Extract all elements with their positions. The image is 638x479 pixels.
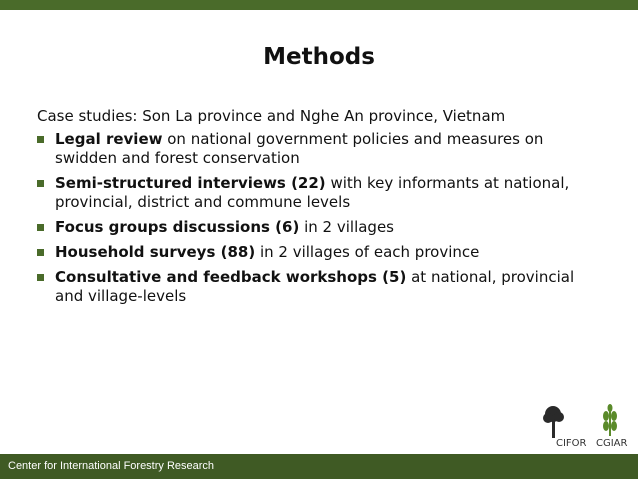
bullet-marker-icon: [37, 274, 44, 281]
bullet-item: [37, 130, 607, 168]
partner-logos: [538, 400, 633, 450]
bullet-bold-text: Semi-structured interviews (22): [55, 174, 326, 192]
bullet-bold-text: Focus groups discussions (6): [55, 218, 300, 236]
bullet-marker-icon: [37, 224, 44, 231]
bullet-marker-icon: [37, 180, 44, 187]
slide-title: Methods: [263, 44, 375, 70]
footer-organization-name: Center for International Forestry Research: [8, 460, 215, 472]
bullet-text: in 2 villages of each province: [255, 243, 480, 261]
intro-text: Case studies: Son La province and Nghe An province, Vietnam: [37, 107, 506, 125]
bullet-text: on national government policies and measures on swidden and forest conservation: [55, 130, 544, 167]
bullet-item: [37, 218, 607, 237]
cifor-logo-text: CIFOR: [556, 438, 587, 449]
bullet-text: with key informants at national, provincial, district and commune levels: [55, 174, 570, 211]
bullet-marker-icon: [37, 136, 44, 143]
bullet-list: [37, 130, 607, 306]
cgiar-logo-text: CGIAR: [596, 438, 628, 449]
bullet-bold-text: Legal review: [55, 130, 163, 148]
bullet-item: [37, 268, 607, 306]
footer-bar: [0, 454, 638, 479]
bullet-bold-text: Household surveys (88): [55, 243, 256, 261]
bullet-text: in 2 villages: [299, 218, 395, 236]
bullet-item: [37, 243, 607, 262]
slide-content: [37, 107, 607, 312]
bullet-text: at national, provincial and village-levels: [55, 268, 575, 305]
bullet-bold-text: Consultative and feedback workshops (5): [55, 268, 407, 286]
bullet-marker-icon: [37, 249, 44, 256]
top-accent-bar: [0, 0, 638, 10]
bullet-item: [37, 174, 607, 212]
